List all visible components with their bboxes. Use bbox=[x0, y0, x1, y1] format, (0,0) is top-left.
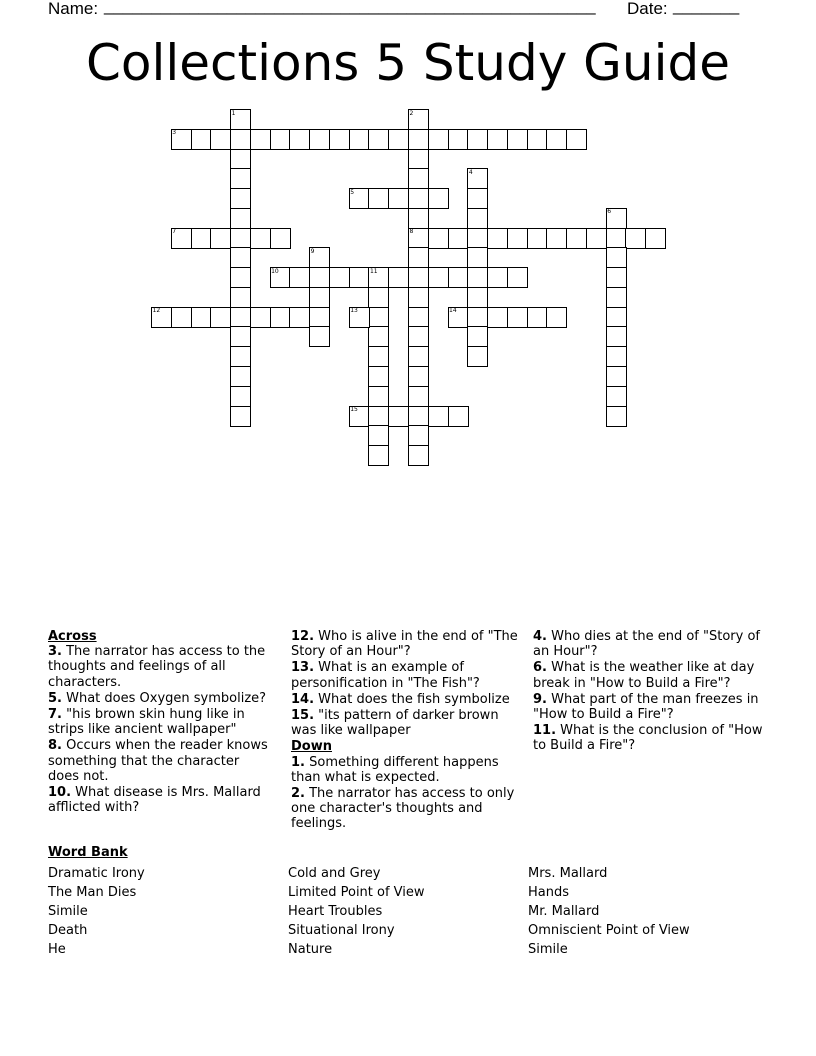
clue-number-label: 6 bbox=[607, 208, 612, 216]
crossword-cell[interactable] bbox=[408, 425, 429, 446]
clue-number-label: 11 bbox=[369, 267, 378, 275]
date-line: _______ bbox=[673, 0, 740, 15]
word-bank-heading: Word Bank bbox=[48, 845, 128, 860]
crossword-cell[interactable] bbox=[289, 267, 310, 288]
crossword-cell[interactable] bbox=[467, 247, 488, 268]
clue-number: 15. bbox=[291, 708, 315, 724]
crossword-cell[interactable] bbox=[368, 129, 389, 150]
crossword-cell[interactable] bbox=[408, 346, 429, 367]
word-bank-column-3 bbox=[528, 864, 690, 959]
crossword-cell[interactable] bbox=[467, 307, 488, 328]
crossword-cell[interactable] bbox=[507, 228, 528, 249]
crossword-cell[interactable] bbox=[270, 129, 291, 150]
clue-number-label: 2 bbox=[409, 109, 414, 117]
word-bank-item: He bbox=[48, 942, 66, 957]
crossword-cell[interactable] bbox=[546, 129, 567, 150]
clue-text: What does Oxygen symbolize? bbox=[61, 690, 267, 706]
crossword-cell[interactable] bbox=[368, 406, 389, 427]
crossword-cell[interactable] bbox=[368, 287, 389, 308]
crossword-cell[interactable] bbox=[191, 307, 212, 328]
clue-across-12 bbox=[291, 629, 523, 659]
crossword-cell[interactable] bbox=[408, 445, 429, 466]
date-label: Date: bbox=[627, 0, 668, 18]
clue-number: 5. bbox=[48, 690, 62, 706]
clue-text: What disease is Mrs. Mallard afflicted with? bbox=[48, 785, 261, 816]
crossword-cell[interactable] bbox=[487, 129, 508, 150]
crossword-cell[interactable] bbox=[408, 129, 429, 150]
word-bank-column-2 bbox=[288, 864, 425, 959]
crossword-cell[interactable] bbox=[467, 267, 488, 288]
crossword-cell[interactable] bbox=[329, 267, 350, 288]
word-bank-item: Mrs. Mallard bbox=[528, 866, 608, 881]
crossword-cell[interactable] bbox=[507, 129, 528, 150]
crossword-cell[interactable] bbox=[368, 326, 389, 347]
word-bank-item: Situational Irony bbox=[288, 923, 395, 938]
crossword-cell[interactable] bbox=[408, 406, 429, 427]
crossword-cell[interactable] bbox=[448, 406, 469, 427]
crossword-cell[interactable] bbox=[487, 267, 508, 288]
crossword-cell[interactable] bbox=[309, 287, 330, 308]
crossword-cell[interactable] bbox=[230, 287, 251, 308]
crossword-cell[interactable] bbox=[507, 267, 528, 288]
crossword-cell[interactable] bbox=[171, 307, 192, 328]
crossword-cell[interactable] bbox=[210, 228, 231, 249]
clue-text: What part of the man freezes in "How to Build a Fire"? bbox=[533, 691, 759, 723]
crossword-cell[interactable] bbox=[230, 247, 251, 268]
crossword-cell[interactable] bbox=[606, 267, 627, 288]
clue-across-10 bbox=[48, 785, 273, 815]
crossword-cell[interactable] bbox=[408, 366, 429, 387]
clue-text: The narrator has access to only one character's thoughts and feelings. bbox=[291, 786, 515, 832]
crossword-cell[interactable] bbox=[566, 129, 587, 150]
clue-text: What does the fish symbolize bbox=[314, 691, 510, 707]
clue-number: 8. bbox=[48, 738, 62, 754]
crossword-cell[interactable] bbox=[230, 188, 251, 209]
clue-number-label: 13 bbox=[350, 307, 358, 315]
crossword-cell[interactable] bbox=[448, 228, 469, 249]
crossword-cell[interactable] bbox=[408, 247, 429, 268]
crossword-cell[interactable] bbox=[428, 228, 449, 249]
crossword-cell[interactable] bbox=[230, 208, 251, 229]
clue-down-9 bbox=[533, 692, 773, 722]
crossword-grid bbox=[0, 0, 816, 480]
clue-number-label: 14 bbox=[449, 307, 457, 315]
clue-number: 10. bbox=[48, 785, 72, 801]
clues-column-1 bbox=[48, 629, 273, 816]
crossword-cell[interactable] bbox=[289, 129, 310, 150]
word-bank-item: Simile bbox=[48, 904, 88, 919]
clue-number-label: 9 bbox=[310, 247, 315, 255]
crossword-cell[interactable] bbox=[448, 267, 469, 288]
crossword-cell[interactable] bbox=[408, 267, 429, 288]
crossword-cell[interactable] bbox=[507, 307, 528, 328]
word-bank-item: Mr. Mallard bbox=[528, 904, 600, 919]
crossword-cell[interactable] bbox=[408, 188, 429, 209]
word-bank-item: Heart Troubles bbox=[288, 904, 383, 919]
crossword-cell[interactable] bbox=[428, 188, 449, 209]
crossword-cell[interactable] bbox=[309, 326, 330, 347]
crossword-cell[interactable] bbox=[467, 188, 488, 209]
crossword-cell[interactable] bbox=[230, 366, 251, 387]
crossword-cell[interactable] bbox=[230, 406, 251, 427]
crossword-cell[interactable] bbox=[230, 129, 251, 150]
crossword-cell[interactable] bbox=[329, 129, 350, 150]
word-bank-item: Nature bbox=[288, 942, 333, 957]
crossword-cell[interactable] bbox=[270, 307, 291, 328]
crossword-cell[interactable] bbox=[546, 228, 567, 249]
clue-number-label: 15 bbox=[350, 406, 358, 414]
crossword-cell[interactable] bbox=[230, 267, 251, 288]
clue-across-13 bbox=[291, 660, 523, 690]
word-bank-item: Simile bbox=[528, 942, 568, 957]
clue-down-2 bbox=[291, 786, 523, 832]
crossword-cell[interactable] bbox=[210, 129, 231, 150]
crossword-cell[interactable] bbox=[368, 445, 389, 466]
crossword-cell[interactable] bbox=[270, 228, 291, 249]
crossword-cell[interactable] bbox=[388, 267, 409, 288]
crossword-cell[interactable] bbox=[388, 406, 409, 427]
clue-across-14 bbox=[291, 692, 523, 707]
crossword-cell[interactable] bbox=[428, 406, 449, 427]
clues-column-3 bbox=[533, 629, 773, 755]
crossword-cell[interactable] bbox=[645, 228, 666, 249]
crossword-cell[interactable] bbox=[408, 149, 429, 170]
crossword-cell[interactable] bbox=[191, 129, 212, 150]
clue-text: What is the weather like at day break in "How to Build a Fire"? bbox=[533, 660, 755, 691]
clue-number-label: 3 bbox=[172, 129, 177, 137]
crossword-cell[interactable] bbox=[467, 346, 488, 367]
word-bank-item: Limited Point of View bbox=[288, 885, 425, 900]
clue-number: 14. bbox=[291, 691, 315, 707]
crossword-cell[interactable] bbox=[408, 168, 429, 189]
clue-across-3 bbox=[48, 644, 273, 690]
clue-number: 1. bbox=[291, 754, 305, 770]
word-bank-item: Death bbox=[48, 923, 88, 938]
crossword-cell[interactable] bbox=[230, 346, 251, 367]
crossword-cell[interactable] bbox=[606, 366, 627, 387]
crossword-cell[interactable] bbox=[230, 307, 251, 328]
crossword-cell[interactable] bbox=[250, 307, 271, 328]
crossword-cell[interactable] bbox=[309, 267, 330, 288]
clue-down-4 bbox=[533, 629, 773, 659]
crossword-cell[interactable] bbox=[368, 425, 389, 446]
crossword-cell[interactable] bbox=[606, 386, 627, 407]
word-bank-item: The Man Dies bbox=[48, 885, 137, 900]
crossword-cell[interactable] bbox=[606, 287, 627, 308]
clue-number-label: 5 bbox=[350, 188, 355, 196]
crossword-cell[interactable] bbox=[250, 129, 271, 150]
crossword-cell[interactable] bbox=[230, 168, 251, 189]
crossword-cell[interactable] bbox=[289, 307, 310, 328]
crossword-cell[interactable] bbox=[467, 129, 488, 150]
crossword-cell[interactable] bbox=[388, 129, 409, 150]
clue-number: 7. bbox=[48, 707, 62, 723]
across-heading: Across bbox=[48, 629, 97, 644]
crossword-cell[interactable] bbox=[487, 307, 508, 328]
clue-number-label: 7 bbox=[172, 228, 177, 236]
crossword-cell[interactable] bbox=[408, 307, 429, 328]
clue-number: 9. bbox=[533, 691, 547, 707]
clue-text: Occurs when the reader knows something that the character does not. bbox=[48, 738, 268, 784]
crossword-cell[interactable] bbox=[210, 307, 231, 328]
crossword-cell[interactable] bbox=[408, 287, 429, 308]
crossword-cell[interactable] bbox=[527, 129, 548, 150]
crossword-cell[interactable] bbox=[408, 326, 429, 347]
crossword-cell[interactable] bbox=[527, 228, 548, 249]
crossword-cell[interactable] bbox=[606, 406, 627, 427]
crossword-cell[interactable] bbox=[309, 307, 330, 328]
crossword-cell[interactable] bbox=[309, 129, 330, 150]
crossword-cell[interactable] bbox=[230, 386, 251, 407]
clue-text: Something different happens than what is expected. bbox=[291, 754, 499, 785]
crossword-cell[interactable] bbox=[349, 267, 370, 288]
clue-text: "his brown skin hung like in strips like ancient wallpaper" bbox=[48, 707, 245, 738]
crossword-cell[interactable] bbox=[428, 129, 449, 150]
down-heading: Down bbox=[291, 739, 332, 755]
crossword-cell[interactable] bbox=[606, 346, 627, 367]
crossword-cell[interactable] bbox=[606, 228, 627, 249]
clues-column-2 bbox=[291, 629, 523, 833]
name-line: ____________________________________________________ bbox=[104, 0, 596, 15]
clue-text: The narrator has access to the thoughts and feelings of all characters. bbox=[48, 644, 266, 690]
crossword-cell[interactable] bbox=[408, 208, 429, 229]
crossword-cell[interactable] bbox=[368, 386, 389, 407]
crossword-cell[interactable] bbox=[191, 228, 212, 249]
clue-text: "its pattern of darker brown was like wallpaper bbox=[291, 708, 499, 739]
clue-number: 11. bbox=[533, 723, 557, 739]
crossword-cell[interactable] bbox=[606, 247, 627, 268]
crossword-cell[interactable] bbox=[408, 386, 429, 407]
clue-number: 2. bbox=[291, 786, 305, 802]
clue-number-label: 8 bbox=[409, 228, 414, 236]
clue-text: Who is alive in the end of "The Story of an Hour"? bbox=[291, 629, 518, 660]
word-bank-item: Hands bbox=[528, 885, 570, 900]
clue-text: Who dies at the end of "Story of an Hour"? bbox=[533, 629, 760, 660]
crossword-cell[interactable] bbox=[467, 287, 488, 308]
crossword-cell[interactable] bbox=[448, 129, 469, 150]
word-bank-item: Cold and Grey bbox=[288, 866, 381, 881]
crossword-cell[interactable] bbox=[368, 307, 389, 328]
crossword-cell[interactable] bbox=[230, 326, 251, 347]
crossword-cell[interactable] bbox=[368, 346, 389, 367]
word-bank-item: Omniscient Point of View bbox=[528, 923, 690, 938]
crossword-cell[interactable] bbox=[586, 228, 607, 249]
clue-number: 12. bbox=[291, 629, 315, 644]
crossword-cell[interactable] bbox=[368, 366, 389, 387]
clue-number-label: 10 bbox=[271, 267, 279, 275]
word-bank-column-1 bbox=[48, 864, 145, 959]
name-label: Name: bbox=[48, 0, 99, 18]
crossword-cell[interactable] bbox=[230, 228, 251, 249]
crossword-cell[interactable] bbox=[606, 326, 627, 347]
crossword-cell[interactable] bbox=[388, 188, 409, 209]
clue-across-5 bbox=[48, 691, 273, 706]
clue-across-15 bbox=[291, 708, 523, 738]
clue-down-1 bbox=[291, 755, 523, 785]
crossword-cell[interactable] bbox=[467, 228, 488, 249]
crossword-cell[interactable] bbox=[467, 326, 488, 347]
clue-across-8 bbox=[48, 738, 273, 784]
crossword-cell[interactable] bbox=[250, 228, 271, 249]
clue-across-7 bbox=[48, 707, 273, 737]
clue-number-label: 4 bbox=[468, 168, 473, 176]
crossword-cell[interactable] bbox=[527, 307, 548, 328]
clue-number-label: 1 bbox=[231, 109, 236, 117]
crossword-cell[interactable] bbox=[230, 149, 251, 170]
crossword-cell[interactable] bbox=[566, 228, 587, 249]
crossword-cell[interactable] bbox=[368, 188, 389, 209]
page-title: Collections 5 Study Guide bbox=[85, 34, 731, 92]
crossword-cell[interactable] bbox=[467, 208, 488, 229]
crossword-cell[interactable] bbox=[606, 307, 627, 328]
clue-number-label: 12 bbox=[152, 307, 161, 315]
clue-down-6 bbox=[533, 660, 773, 690]
clue-text: What is the conclusion of "How to Build a Fire"? bbox=[533, 723, 763, 754]
clue-number: 4. bbox=[533, 629, 547, 644]
clue-down-11 bbox=[533, 723, 773, 753]
crossword-cell[interactable] bbox=[487, 228, 508, 249]
crossword-cell[interactable] bbox=[546, 307, 567, 328]
crossword-cell[interactable] bbox=[625, 228, 646, 249]
clue-number: 3. bbox=[48, 644, 62, 660]
word-bank-item: Dramatic Irony bbox=[48, 866, 145, 881]
clue-text: What is an example of personification in "The Fish"? bbox=[291, 660, 480, 691]
crossword-cell[interactable] bbox=[428, 267, 449, 288]
crossword-cell[interactable] bbox=[349, 129, 370, 150]
clue-number: 13. bbox=[291, 660, 315, 676]
clue-number: 6. bbox=[533, 660, 547, 676]
